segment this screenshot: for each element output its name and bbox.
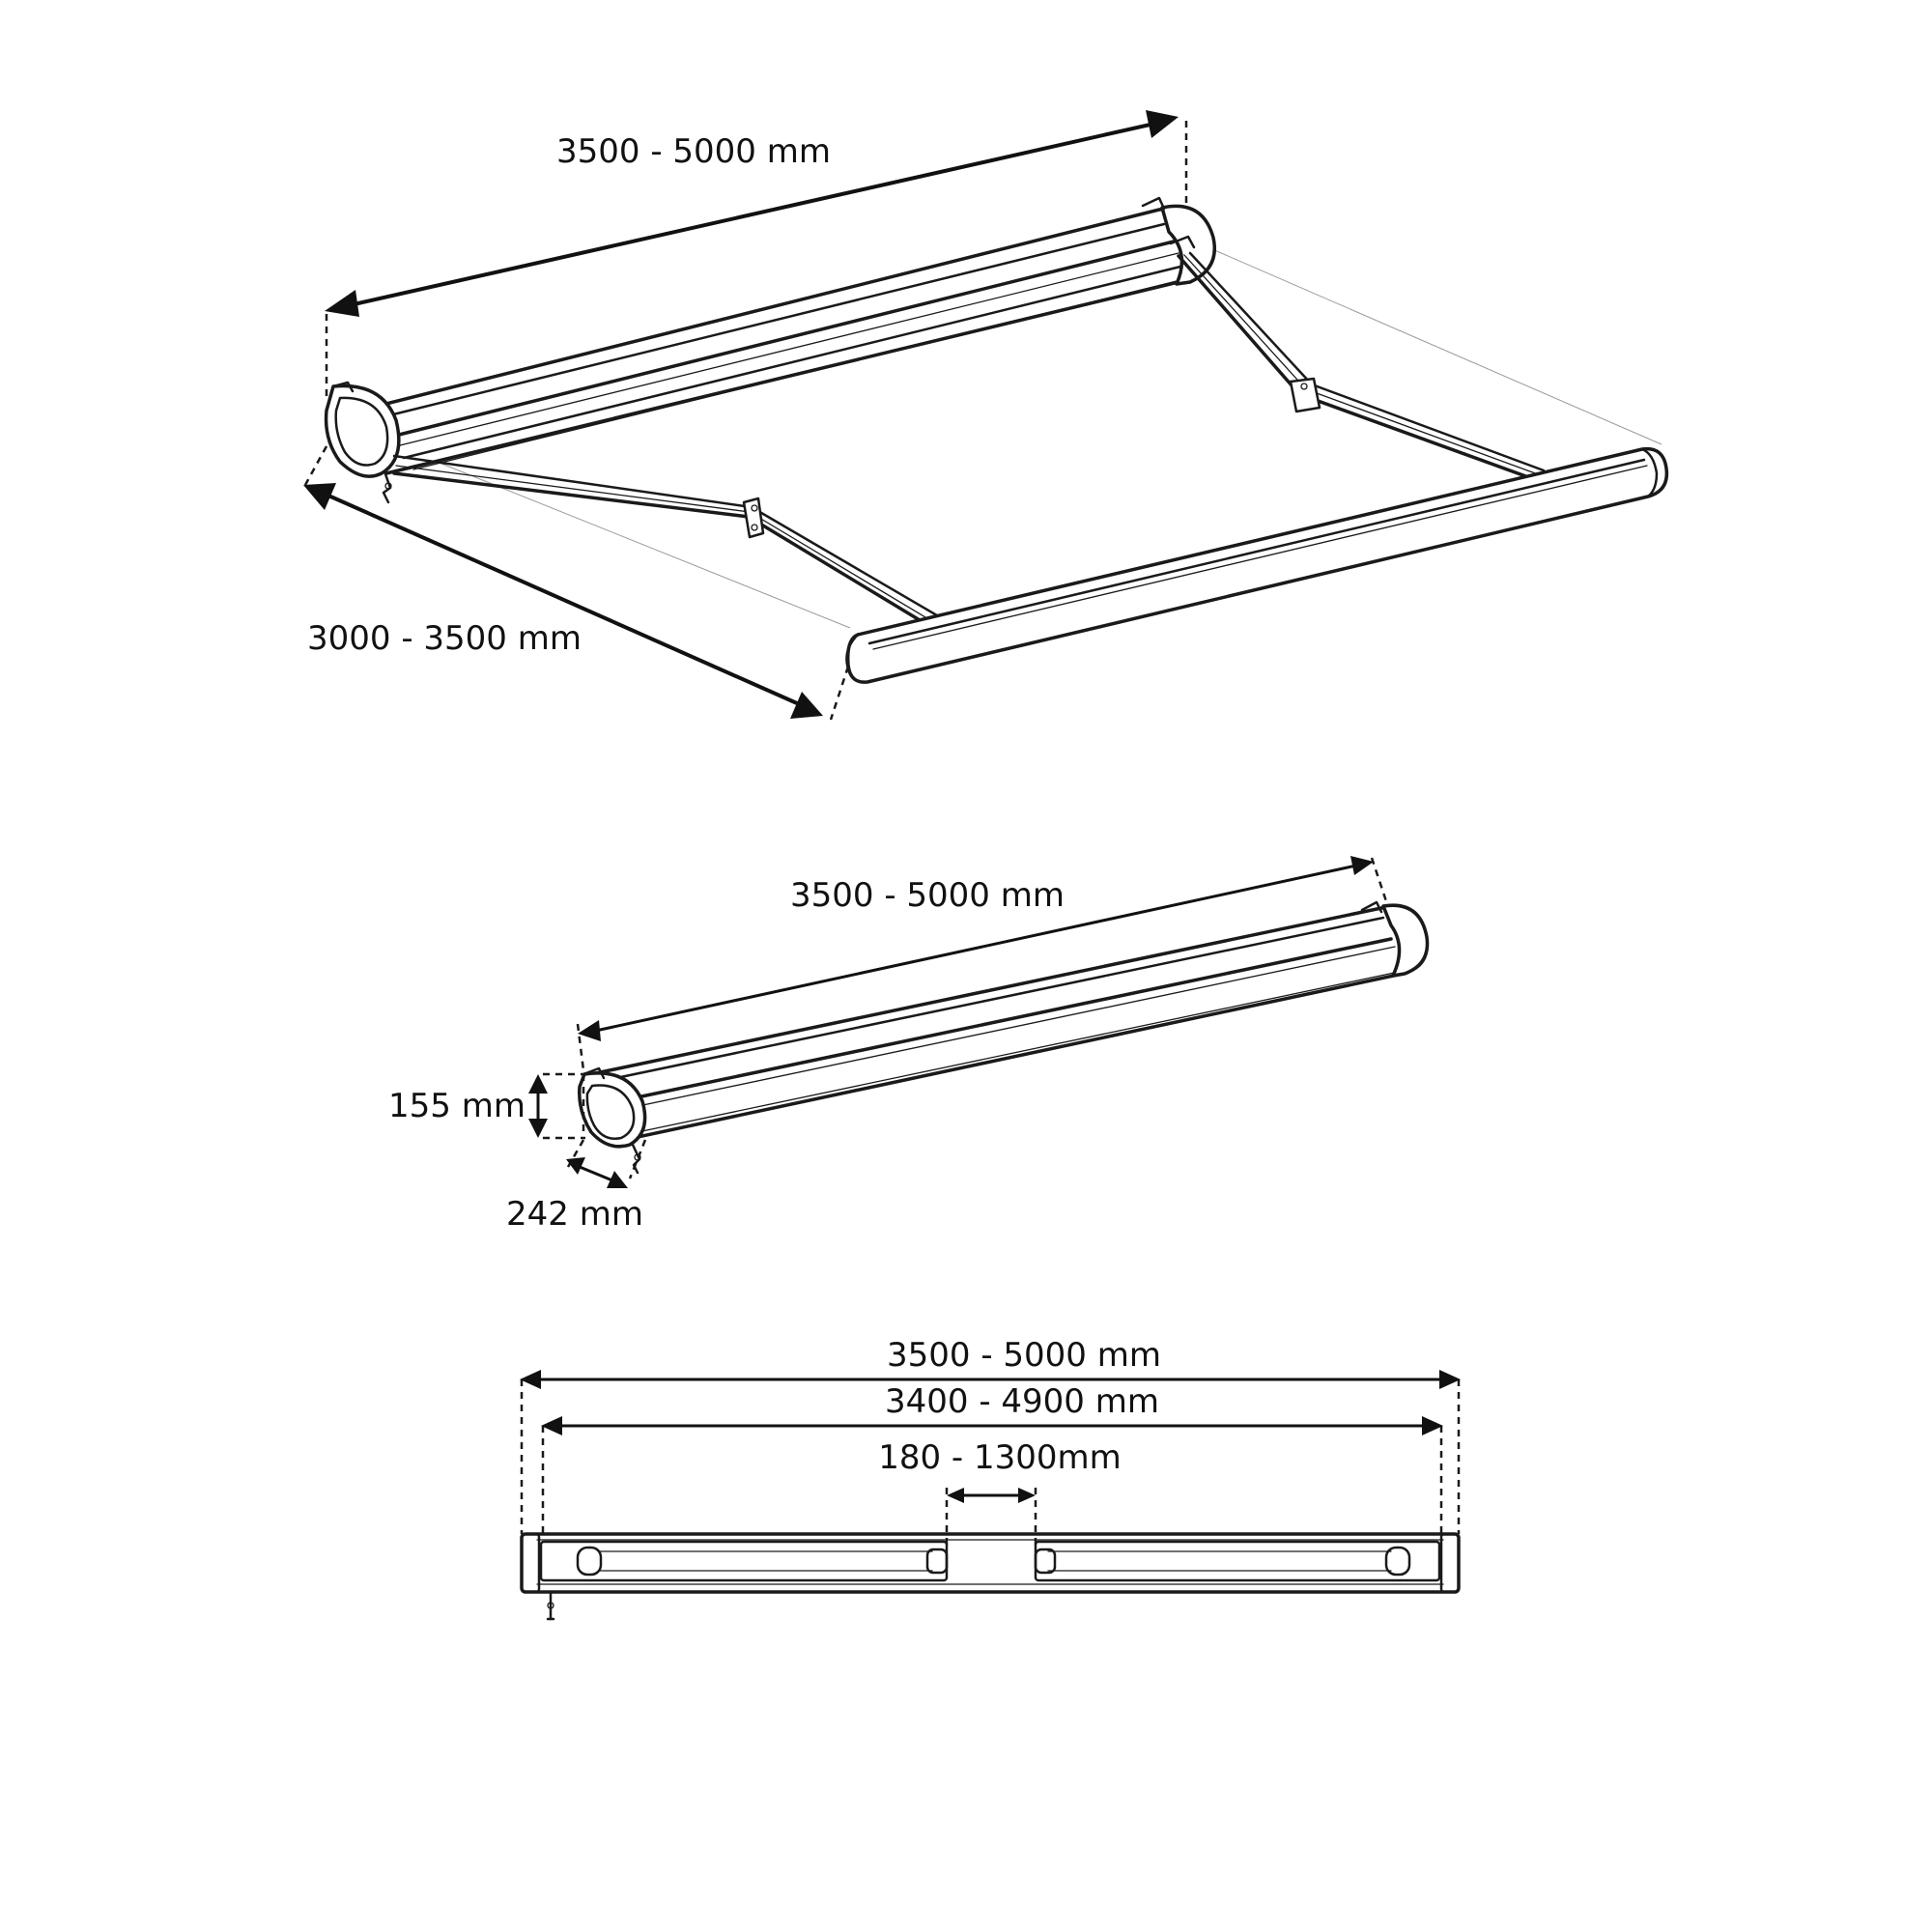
retracted-depth-dimension	[506, 1140, 645, 1234]
front-overall-width-dimension	[520, 1336, 1461, 1534]
arrowhead	[947, 1488, 964, 1503]
arrowhead	[325, 290, 359, 317]
dimension-line	[328, 496, 797, 703]
retracted-depth-label: 242 mm	[506, 1195, 643, 1234]
arrowhead	[578, 1020, 601, 1041]
dimension-line	[580, 1167, 612, 1180]
arrowhead	[1350, 856, 1374, 875]
arrowhead	[1439, 1370, 1461, 1389]
arrowhead	[1018, 1488, 1036, 1503]
arrowhead	[528, 1119, 548, 1138]
left-folding-arm	[394, 456, 942, 626]
front-view	[520, 1336, 1461, 1619]
extended-width-label: 3500 - 5000 mm	[556, 132, 831, 171]
front-crank-hook-icon	[548, 1592, 554, 1619]
extension-line	[1372, 858, 1387, 904]
retracted-width-label: 3500 - 5000 mm	[790, 876, 1065, 915]
arrowhead	[528, 1074, 548, 1094]
front-overall-width-label: 3500 - 5000 mm	[887, 1336, 1161, 1375]
arrowhead	[790, 692, 823, 719]
extension-line	[305, 446, 327, 485]
extension-line	[831, 667, 848, 720]
front-bar	[846, 449, 1666, 683]
front-bracket-spacing-label: 180 - 1300mm	[878, 1438, 1122, 1477]
fabric-edge-line-right	[1212, 249, 1662, 444]
cassette-box	[359, 209, 1214, 473]
arrowhead	[1422, 1416, 1443, 1435]
arrowhead	[520, 1370, 541, 1389]
left-end-cap	[327, 383, 399, 476]
arrowhead	[1146, 110, 1179, 138]
retracted-height-dimension	[388, 1074, 585, 1138]
front-cassette-body	[522, 1534, 1459, 1592]
arrowhead	[541, 1416, 562, 1435]
retracted-height-label: 155 mm	[388, 1087, 526, 1125]
extended-projection-label: 3000 - 3500 mm	[307, 619, 582, 658]
retracted-cassette-view	[388, 856, 1427, 1234]
extended-awning-view	[303, 110, 1666, 720]
right-folding-arm	[1179, 253, 1544, 478]
crank-hook-icon	[384, 471, 391, 502]
closed-cassette-body	[591, 907, 1427, 1143]
extended-projection-dimension	[303, 446, 848, 720]
front-inner-width-label: 3400 - 4900 mm	[885, 1382, 1159, 1421]
